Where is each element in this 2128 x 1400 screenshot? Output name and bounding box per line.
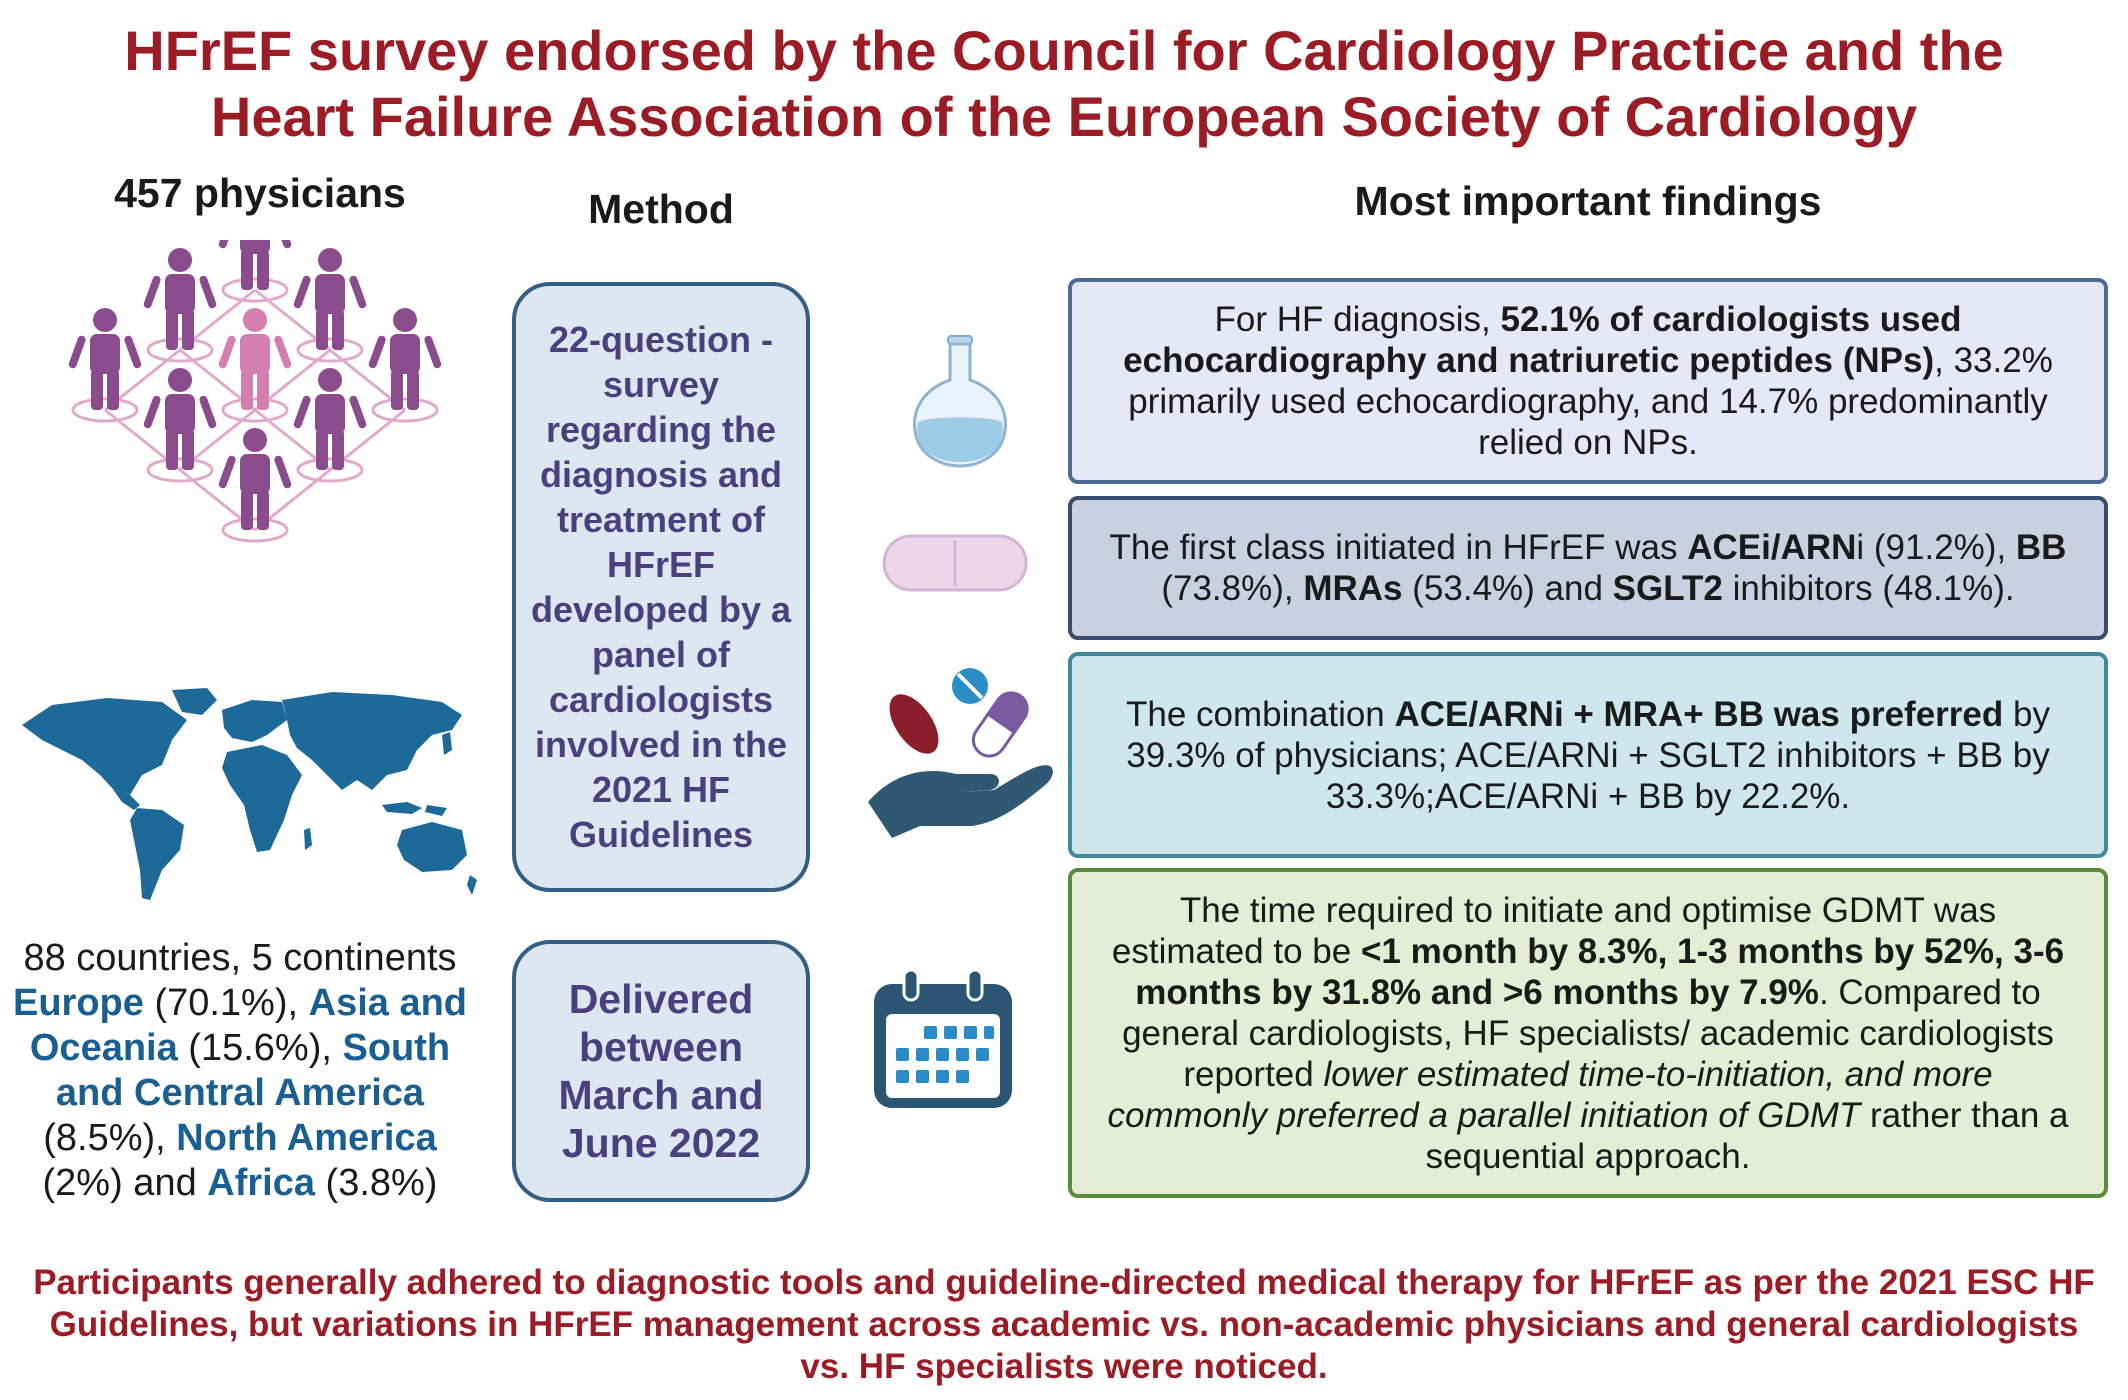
world-map-icon xyxy=(12,680,482,910)
region-asia-oceania: Asia and Oceania xyxy=(29,982,468,1069)
finding-segment: by 39.3% of physicians; ACE/ARNi + SGLT2 inhibitors + BB by 33.3%;ACE/ARNi + BB by 22.2%. xyxy=(1126,694,2050,816)
flask-icon xyxy=(900,330,1020,470)
finding-segment: (73.8%), xyxy=(1161,569,1304,608)
finding-segment: , 33.2% primarily used echocardiography, and 14.7% predominantly relied on NPs. xyxy=(1128,341,2053,462)
finding-time-to-initiation-text xyxy=(1100,890,2076,1177)
finding-combination xyxy=(1068,652,2108,858)
finding-segment: The combination xyxy=(1126,694,1395,734)
finding-segment: <1 month by 8.3%, 1-3 months by 52%, 3-6 months by 31.8% and >6 months by 7.9% xyxy=(1135,931,2065,1012)
finding-combination-text xyxy=(1100,694,2076,817)
region-asia-oceania-pct: (15.6%), xyxy=(177,1027,343,1069)
finding-segment: SGLT2 xyxy=(1612,569,1723,608)
region-north-america-pct: (2%) and xyxy=(42,1162,208,1204)
finding-segment: inhibitors (48.1%). xyxy=(1722,569,2015,608)
finding-segment: MRAs xyxy=(1303,569,1403,608)
finding-segment: 52.1% of cardiologists used echocardiography and natriuretic peptides (NPs) xyxy=(1123,300,1962,380)
finding-first-class xyxy=(1068,496,2108,640)
region-europe-pct: (70.1%), xyxy=(143,982,309,1024)
finding-time-to-initiation xyxy=(1068,868,2108,1198)
pill-icon xyxy=(880,530,1030,596)
finding-segment: (53.4%) and xyxy=(1402,569,1613,608)
survey-method-text: 22-question - survey regarding the diagnosis and treatment of HFrEF developed by a panel of cardiologists involved in the 2021 HF Guidelines xyxy=(530,319,792,855)
method-heading: Method xyxy=(588,186,734,232)
title-line-1: HFrEF survey endorsed by the Council for Cardiology Practice and the xyxy=(124,19,2004,82)
finding-segment: BB xyxy=(2015,528,2067,567)
finding-segment: rather than a sequential approach. xyxy=(1425,1095,2069,1176)
region-europe: Europe xyxy=(12,982,144,1024)
survey-method-box xyxy=(512,282,810,892)
physicians-count: 457 physicians xyxy=(114,170,406,216)
regions-breakdown xyxy=(10,981,470,1206)
delivery-period-box xyxy=(512,940,810,1202)
finding-segment: i (91.2%), xyxy=(1856,528,2016,567)
finding-diagnosis xyxy=(1068,278,2108,484)
region-africa-pct: (3.8%) xyxy=(314,1162,438,1204)
finding-segment: The time required to initiate and optimise GDMT was estimated to be xyxy=(1111,890,1997,971)
finding-segment: ACE/ARNi + MRA+ BB was preferred xyxy=(1394,694,2004,734)
region-south-central-america-pct: (8.5%), xyxy=(43,1117,177,1159)
region-south-central-america: South and Central America xyxy=(55,1027,451,1114)
region-north-america: North America xyxy=(176,1117,437,1159)
finding-segment: . Compared to general cardiologists, HF specialists/ academic cardiologists reported xyxy=(1122,972,2054,1094)
people-network-icon xyxy=(55,240,495,610)
countries-line: 88 countries, 5 continents xyxy=(23,937,457,979)
title-line-2: Heart Failure Association of the European Society of Cardiology xyxy=(210,85,1918,148)
finding-first-class-text xyxy=(1100,527,2076,609)
finding-segment: The first class initiated in HFrEF was xyxy=(1109,528,1688,567)
conclusion-text: Participants generally adhered to diagnostic tools and guideline-directed medical therapy for HFrEF as per the 2021 ESC HF Guidelines, but variations in HFrEF management across academic vs. non-academic physicians and general cardiologists vs. HF specialists were noticed. xyxy=(33,1263,2095,1386)
delivery-period-text: Delivered between March and June 2022 xyxy=(558,976,764,1166)
finding-diagnosis-text xyxy=(1100,299,2076,463)
calendar-icon xyxy=(868,966,1018,1114)
region-africa: Africa xyxy=(207,1162,315,1204)
findings-heading: Most important findings xyxy=(1354,178,1822,224)
countries-summary xyxy=(10,936,470,1206)
hand-capsules-icon xyxy=(862,662,1058,838)
finding-segment: For HF diagnosis, xyxy=(1214,300,1501,339)
finding-segment: lower estimated time-to-initiation, and more commonly preferred a parallel initiation of GDMT xyxy=(1107,1054,1993,1135)
main-title xyxy=(40,18,2088,150)
finding-segment: ACEi/ARN xyxy=(1687,528,1857,567)
